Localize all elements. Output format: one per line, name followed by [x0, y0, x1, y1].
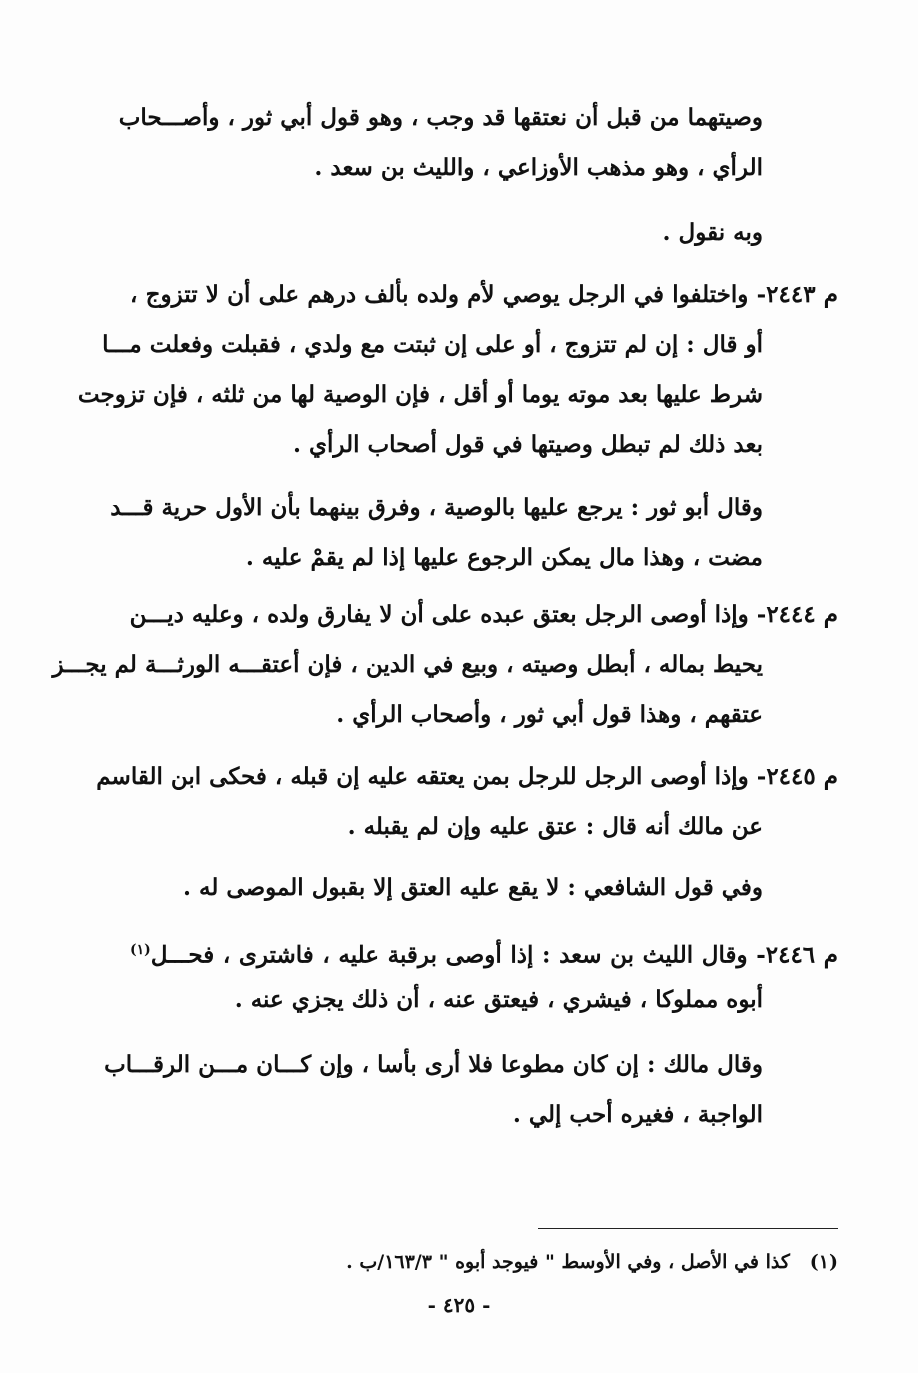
text-line: الواجبة ، فغيره أحب إلي .: [512, 1101, 763, 1128]
issue-first-line: وقال الليث بن سعد : إذا أوصى برقبة عليه ، فاشترى ، فحـــل: [150, 941, 748, 969]
footnote-marker: (١): [809, 1251, 838, 1273]
numbered-issue: [130, 270, 838, 320]
issue-number: م ٢٤٤٦-: [756, 941, 839, 969]
text-line: شرط عليها بعد موته يوما أو أقل ، فإن الوصية لها من ثلثه ، فإن تزوجت: [77, 381, 763, 408]
text-line: يحيط بماله ، أبطل وصيته ، وبيع في الدين ، فإن أعتقـــه الورثـــة لم يجـــز: [52, 651, 763, 678]
text-line: الرأي ، وهو مذهب الأوزاعي ، والليث بن سعد .: [314, 154, 763, 181]
numbered-issue: [130, 590, 838, 640]
issue-number: م ٢٤٤٣-: [756, 281, 839, 308]
text-line: وقال مالك : إن كان مطوعا فلا أرى بأسا ، وإن كـــان مـــن الرقـــاب: [104, 1051, 763, 1078]
text-line: وفي قول الشافعي : لا يقع عليه العتق إلا بقبول الموصى له .: [183, 874, 763, 901]
text-line: وقال أبو ثور : يرجع عليها بالوصية ، وفرق بينهما بأن الأول حرية قـــد: [110, 494, 763, 521]
text-line: وصيتهما من قبل أن نعتقها قد وجب ، وهو قول أبي ثور ، وأصـــحاب: [118, 104, 763, 131]
footnote: [130, 1248, 838, 1276]
text-line: عن مالك أنه قال : عتق عليه وإن لم يقبله .: [347, 813, 763, 840]
numbered-issue: [96, 752, 838, 802]
text-line: أبوه مملوكا ، فيشري ، فيعتق عنه ، أن ذلك يجزي عنه .: [234, 986, 763, 1013]
paragraph: [77, 320, 763, 470]
paragraph: [130, 802, 763, 852]
text-line: عتقهم ، وهذا قول أبي ثور ، وأصحاب الرأي .: [336, 701, 763, 728]
page-number: - ٤٢٥ -: [427, 1293, 491, 1317]
text-line: [130, 270, 838, 320]
paragraph: [130, 975, 763, 1025]
text-line: وبه نقول .: [662, 219, 763, 246]
paragraph: [130, 208, 763, 258]
paragraph: [130, 863, 763, 913]
text-line: مضت ، وهذا مال يمكن الرجوع عليها إذا لم يقمْ عليه .: [245, 544, 763, 571]
paragraph: [110, 483, 763, 583]
issue-first-line: وإذا أوصى الرجل بعتق عبده على أن لا يفارق ولده ، وعليه ديـــن: [129, 601, 749, 628]
numbered-issue: [130, 925, 838, 981]
paragraph: [118, 93, 763, 193]
paragraph: [52, 640, 763, 740]
paragraph: [104, 1040, 763, 1140]
text-line: أو قال : إن لم تتزوج ، أو على إن ثبتت مع ولدي ، فقبلت وفعلت مـــا: [102, 331, 763, 358]
issue-number: م ٢٤٤٥-: [756, 763, 838, 790]
text-line: بعد ذلك لم تبطل وصيتها في قول أصحاب الرأي .: [292, 431, 763, 458]
text-line: [130, 925, 838, 981]
footnote-divider: [538, 1228, 838, 1229]
text-line: [130, 590, 838, 640]
footnote-text: كذا في الأصل ، وفي الأوسط " فيوجد أبوه " ١٦٣/٣/ب .: [346, 1251, 790, 1273]
issue-first-line: واختلفوا في الرجل يوصي لأم ولده بألف درهم على أن لا تتزوج ،: [130, 281, 749, 308]
issue-number: م ٢٤٤٤-: [756, 601, 838, 628]
text-line: [96, 752, 838, 802]
issue-first-line: وإذا أوصى الرجل للرجل بمن يعتقه عليه إن قبله ، فحكى ابن القاسم: [96, 763, 749, 790]
footnote-reference: (١): [130, 942, 151, 958]
